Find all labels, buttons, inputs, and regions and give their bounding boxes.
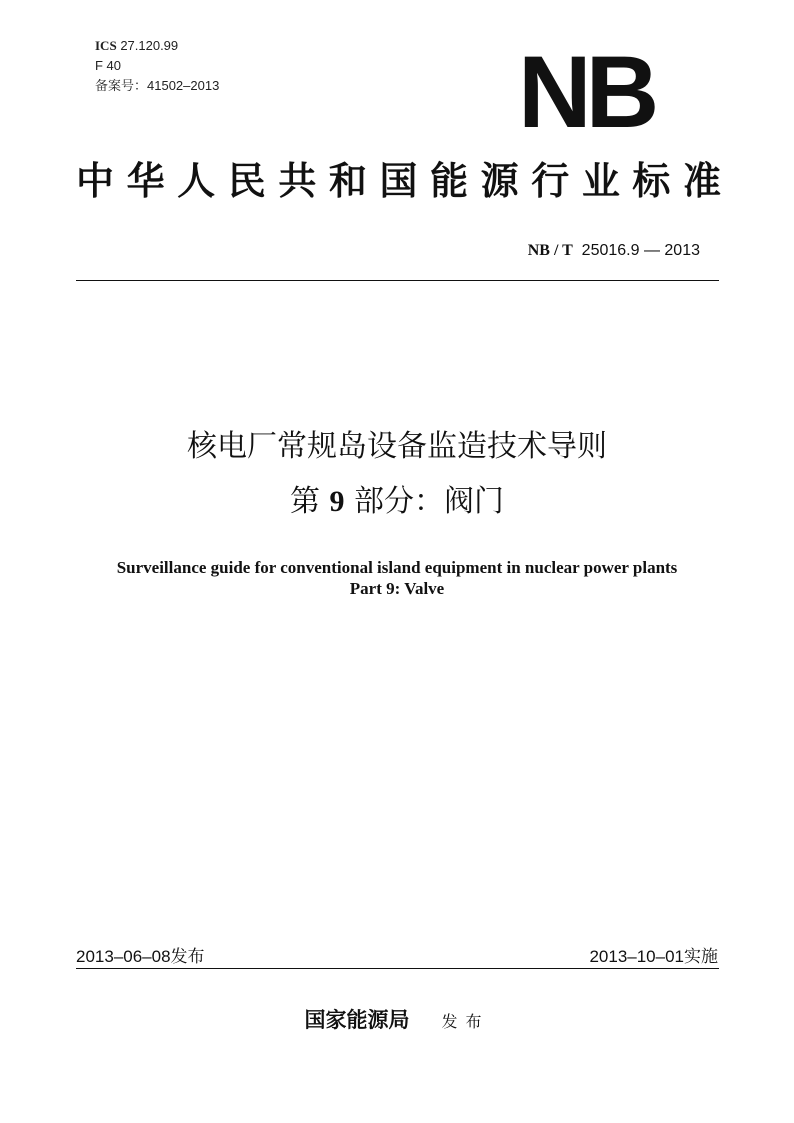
nb-logo: NB xyxy=(518,35,654,149)
ics-value: 27.120.99 xyxy=(120,38,179,53)
english-title-line1: Surveillance guide for conventional island equipment in nuclear power plants xyxy=(116,558,678,577)
issuer-name: 国家能源局 xyxy=(304,1007,410,1032)
issue-date: 2013–06–08发布 xyxy=(76,947,205,966)
chinese-title-part-prefix: 第 xyxy=(289,484,320,519)
chinese-title-line2 xyxy=(0,483,794,521)
effective-date: 2013–10–01实施 xyxy=(589,947,718,966)
issuer xyxy=(0,1006,794,1036)
filing-number: 备案号：41502–2013 xyxy=(95,78,220,93)
ics-code: ICS 27.120.99 xyxy=(95,38,179,53)
chinese-title-part-name: 部分：阀门 xyxy=(354,484,505,519)
issuer-suffix: 发布 xyxy=(441,1012,490,1031)
chinese-title-line1: 核电厂常规岛设备监造技术导则 xyxy=(187,429,607,464)
standard-number-prefix: NB / T xyxy=(527,242,573,259)
ccs-code: F 40 xyxy=(95,58,122,73)
chinese-title-part-number: 9 xyxy=(329,485,345,518)
standard-number-value: 25016.9 — 2013 xyxy=(581,242,700,259)
standard-type: 中华人民共和国能源行业标准 xyxy=(76,159,721,203)
footer-rule xyxy=(76,968,719,969)
standard-number xyxy=(528,241,700,261)
english-title-line2: Part 9: Valve xyxy=(349,579,445,598)
header-rule xyxy=(76,280,719,281)
